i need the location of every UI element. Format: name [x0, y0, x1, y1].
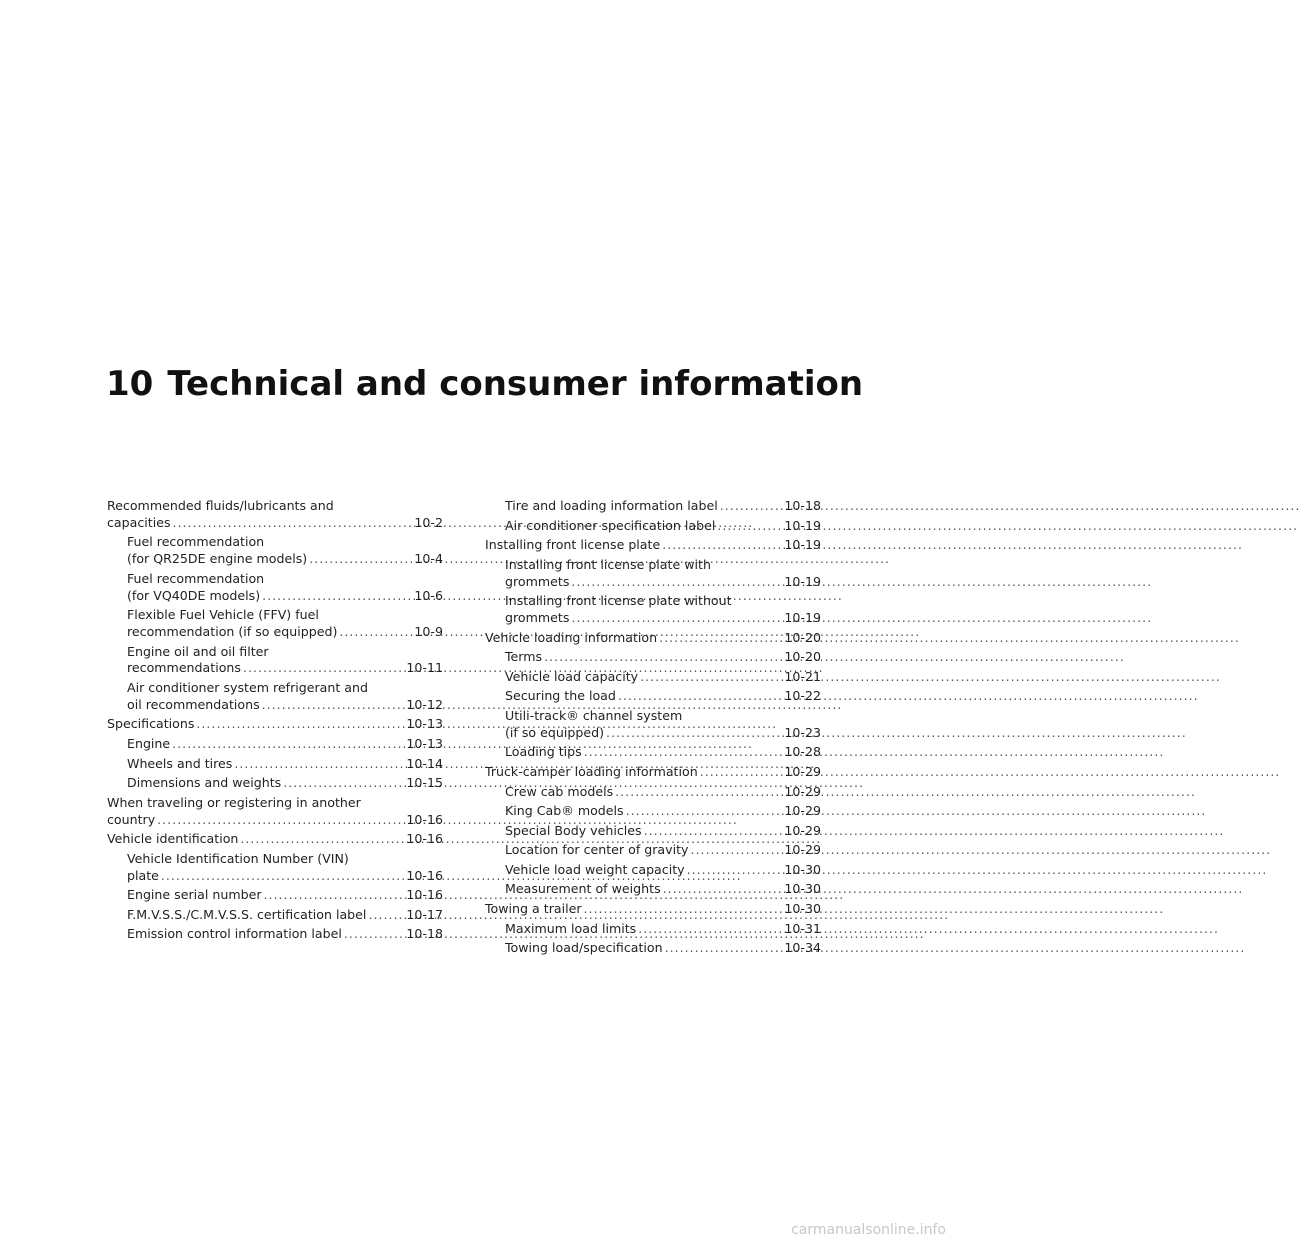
toc-entry-text: Terms — [505, 649, 543, 665]
toc-page-number: 10-28 — [784, 744, 821, 760]
toc-entry-row — [107, 812, 443, 829]
dot-leader — [717, 518, 782, 535]
toc-page-number: 10-16 — [406, 887, 443, 903]
toc-entry-row — [127, 588, 443, 605]
toc-page-number: 10-34 — [784, 940, 821, 956]
toc-entry-row — [505, 725, 821, 742]
dot-leader — [690, 842, 782, 859]
toc-entry-row — [127, 868, 443, 885]
toc-entry-row — [505, 842, 821, 859]
toc-entry-text: Engine — [127, 735, 171, 751]
toc-entry[interactable] — [107, 607, 443, 641]
toc-entry-row — [505, 921, 821, 938]
toc-entry-text: Location for center of gravity — [505, 842, 689, 858]
toc-entry[interactable] — [107, 795, 443, 829]
toc-entry-text: F.M.V.S.S./C.M.V.S.S. certification label — [127, 906, 367, 922]
toc-page-number: 10-29 — [784, 783, 821, 799]
toc-page-number: 10-18 — [406, 926, 443, 942]
toc-page-number: 10-17 — [406, 906, 443, 922]
dot-leader — [640, 669, 782, 686]
toc-entry-row — [127, 551, 443, 568]
dot-leader — [584, 744, 783, 761]
toc-entry[interactable] — [107, 644, 443, 678]
toc-entry[interactable] — [485, 823, 821, 840]
toc-entry-row — [505, 518, 821, 535]
toc-page-number: 10-20 — [784, 649, 821, 665]
dot-leader — [659, 630, 782, 647]
dot-leader — [615, 784, 782, 801]
toc-entry[interactable] — [107, 775, 443, 792]
toc-entry-row — [127, 926, 443, 943]
dot-leader — [309, 551, 412, 568]
toc-page-number: 10-13 — [406, 716, 443, 732]
dot-leader — [368, 907, 404, 924]
chapter-number: 10 — [106, 364, 154, 404]
dot-leader — [584, 901, 783, 918]
dot-leader — [243, 660, 404, 677]
toc-entry-text: Air conditioner specification label — [505, 517, 716, 533]
toc-entry[interactable] — [107, 680, 443, 714]
toc-entry-row — [127, 756, 443, 773]
toc-entry-row — [127, 660, 443, 677]
dot-leader — [687, 862, 783, 879]
toc-page-number: 10-29 — [784, 842, 821, 858]
toc-entry-row — [485, 537, 821, 554]
toc-entry[interactable] — [485, 764, 821, 781]
dot-leader — [161, 868, 404, 885]
dot-leader — [720, 498, 783, 515]
toc-entry-text: Securing the load — [505, 688, 616, 704]
toc-entry-row — [505, 498, 821, 515]
chapter-heading — [106, 356, 906, 412]
dot-leader — [644, 823, 783, 840]
toc-entry[interactable] — [107, 926, 443, 943]
toc-entry[interactable] — [107, 851, 443, 885]
toc-entry-text: Installing front license plate with — [505, 556, 711, 572]
toc-entry-text: Dimensions and weights — [127, 775, 282, 791]
toc-entry-row — [505, 688, 821, 705]
dot-leader — [173, 515, 413, 532]
toc-page-number: 10-9 — [414, 623, 443, 639]
toc-page-number: 10-11 — [406, 660, 443, 676]
toc-entry-row — [505, 862, 821, 879]
toc-entry-text: Fuel recommendation — [127, 570, 265, 586]
toc-entry[interactable] — [107, 887, 443, 904]
toc-entry[interactable] — [485, 593, 821, 627]
toc-page-number: 10-21 — [784, 668, 821, 684]
toc-entry-row — [505, 784, 821, 801]
toc-entry[interactable] — [485, 744, 821, 761]
toc-entry[interactable] — [485, 940, 821, 957]
toc-page-number: 10-6 — [414, 587, 443, 603]
toc-entry-text: Utili-track® channel system — [505, 707, 683, 723]
toc-page-number: 10-20 — [784, 629, 821, 645]
toc-entry-text: Vehicle Identification Number (VIN) — [127, 850, 349, 866]
toc-entry-text: Fuel recommendation — [127, 534, 265, 550]
toc-entry-text: Flexible Fuel Vehicle (FFV) fuel — [127, 607, 319, 623]
toc-entry-text: Crew cab models — [505, 783, 614, 799]
dot-leader — [662, 537, 782, 554]
toc-entry-text: Vehicle load capacity — [505, 668, 639, 684]
toc-entry[interactable] — [485, 498, 821, 515]
toc-entry[interactable] — [485, 921, 821, 938]
toc-entry[interactable] — [107, 571, 443, 605]
toc-entry-text: (if so equipped) — [505, 724, 604, 740]
toc-entry-text: Towing load/specification — [505, 940, 663, 956]
dot-leader — [344, 926, 405, 943]
toc-entry-text: Loading tips — [505, 744, 582, 760]
toc-entry-text: Engine serial number — [127, 887, 262, 903]
toc-entry-row — [505, 574, 821, 591]
toc-entry-text: plate — [127, 867, 159, 883]
toc-entry-text: grommets — [505, 573, 570, 589]
toc-page-number: 10-31 — [784, 920, 821, 936]
dot-leader — [571, 574, 782, 591]
toc-page-number: 10-19 — [784, 517, 821, 533]
toc-entry[interactable] — [485, 901, 821, 918]
toc-entry-text: recommendations — [127, 660, 241, 676]
toc-entry-row — [505, 649, 821, 666]
toc-entry[interactable] — [485, 708, 821, 742]
toc-entry-text: Vehicle load weight capacity — [505, 861, 685, 877]
toc-entry[interactable] — [107, 498, 443, 532]
toc-entry-text: Installing front license plate without — [505, 593, 732, 609]
toc-entry-row — [505, 803, 821, 820]
toc-entry-text: Towing a trailer — [485, 901, 582, 917]
toc-entry-text: Measurement of weights — [505, 881, 661, 897]
toc-page-number: 10-18 — [784, 498, 821, 513]
toc-entry-text: Specifications — [107, 716, 195, 732]
toc-entry-row — [505, 881, 821, 898]
toc-page-number: 10-30 — [784, 901, 821, 917]
dot-leader — [196, 716, 404, 733]
dot-leader — [638, 921, 782, 938]
toc-entry[interactable] — [107, 716, 443, 733]
dot-leader — [157, 812, 404, 829]
dot-leader — [571, 610, 782, 627]
toc-entry[interactable] — [485, 649, 821, 666]
dot-leader — [700, 764, 783, 781]
toc-entry[interactable] — [485, 842, 821, 859]
dot-leader — [618, 688, 783, 705]
toc-entry[interactable] — [107, 756, 443, 773]
toc-entry[interactable] — [485, 784, 821, 801]
toc-entry-row — [505, 940, 821, 957]
toc-page-number: 10-13 — [406, 735, 443, 751]
toc-page-number: 10-19 — [784, 573, 821, 589]
toc-entry[interactable] — [485, 862, 821, 879]
toc-page-number: 10-19 — [784, 609, 821, 625]
toc-entry[interactable] — [485, 537, 821, 554]
toc-page-number: 10-15 — [406, 775, 443, 791]
site-watermark: carmanualsonline.info — [791, 1222, 946, 1238]
dot-leader — [665, 940, 783, 957]
dot-leader — [606, 725, 782, 742]
toc-entry-text: (for VQ40DE models) — [127, 587, 261, 603]
toc-entry-row — [485, 630, 821, 647]
toc-entry-text: recommendation (if so equipped) — [127, 623, 338, 639]
toc-entry[interactable] — [107, 736, 443, 753]
toc-entry-row — [485, 764, 821, 781]
toc-page-number: 10-29 — [784, 822, 821, 838]
toc-entry-row — [107, 716, 443, 733]
chapter-title: Technical and consumer information — [167, 364, 864, 404]
toc-entry-row — [127, 624, 443, 641]
toc-entry-text: grommets — [505, 609, 570, 625]
toc-page-number: 10-30 — [784, 861, 821, 877]
toc-entry-text: country — [107, 811, 156, 827]
toc-entry[interactable] — [107, 534, 443, 568]
toc-entry-text: Vehicle loading information — [485, 629, 658, 645]
toc-entry-text: Air conditioner system refrigerant and — [127, 679, 368, 695]
toc-entry-text: Installing front license plate — [485, 537, 661, 553]
toc-entry-text: Engine oil and oil filter — [127, 643, 269, 659]
toc-entry-row — [505, 610, 821, 627]
toc-entry-row — [505, 823, 821, 840]
toc-entry-text: Recommended fluids/lubricants and — [107, 498, 334, 513]
toc-entry-text: Truck-camper loading information — [485, 763, 698, 779]
toc-entry[interactable] — [485, 557, 821, 591]
toc-entry-text: Maximum load limits — [505, 920, 637, 936]
dot-leader — [262, 588, 412, 605]
toc-entry[interactable] — [485, 518, 821, 535]
toc-entry-text: oil recommendations — [127, 696, 260, 712]
toc-page-number: 10-22 — [784, 688, 821, 704]
toc-page-number: 10-2 — [414, 514, 443, 530]
toc-entry[interactable] — [485, 688, 821, 705]
toc-entry-text: King Cab® models — [505, 803, 624, 819]
toc-entry-text: Tire and loading information label — [505, 498, 718, 513]
dot-leader — [264, 887, 405, 904]
toc-entry-row — [127, 697, 443, 714]
toc-entry-row — [505, 744, 821, 761]
toc-entry[interactable] — [107, 831, 443, 848]
dot-leader — [283, 775, 404, 792]
dot-leader — [234, 756, 404, 773]
toc-entry[interactable] — [485, 669, 821, 686]
toc-entry-row — [107, 515, 443, 532]
toc-page-number: 10-16 — [406, 867, 443, 883]
toc-entry-text: Vehicle identification — [107, 831, 239, 847]
toc-entry-row — [127, 907, 443, 924]
toc-entry-row — [127, 887, 443, 904]
toc-entry-row — [107, 831, 443, 848]
toc-page-number: 10-29 — [784, 803, 821, 819]
toc-entry-row — [127, 736, 443, 753]
toc-entry-text: (for QR25DE engine models) — [127, 551, 308, 567]
toc-entry-text: Emission control information label — [127, 926, 342, 942]
toc-entry[interactable] — [485, 803, 821, 820]
toc-page-number: 10-16 — [406, 811, 443, 827]
toc-entry[interactable] — [107, 907, 443, 924]
toc-left-column — [107, 498, 443, 946]
toc-entry-row — [127, 775, 443, 792]
toc-page-number: 10-29 — [784, 763, 821, 779]
toc-entry-text: Wheels and tires — [127, 755, 233, 771]
toc-entry-text: When traveling or registering in another — [107, 794, 361, 810]
dot-leader — [663, 881, 783, 898]
toc-page-number: 10-14 — [406, 755, 443, 771]
toc-page-number: 10-4 — [414, 551, 443, 567]
toc-entry-row — [485, 901, 821, 918]
dot-leader — [544, 649, 782, 666]
dot-leader — [262, 697, 405, 714]
toc-entry-text: capacities — [107, 514, 171, 530]
dot-leader — [240, 831, 404, 848]
dot-leader — [626, 803, 783, 820]
toc-page-number: 10-19 — [784, 537, 821, 553]
toc-entry-row — [505, 669, 821, 686]
toc-entry[interactable] — [485, 881, 821, 898]
toc-entry-text: Special Body vehicles — [505, 822, 642, 838]
dot-leader — [172, 736, 404, 753]
dot-leader — [339, 624, 412, 641]
toc-page-number: 10-23 — [784, 724, 821, 740]
toc-page-number: 10-30 — [784, 881, 821, 897]
toc-page-number: 10-12 — [406, 696, 443, 712]
toc-page-number: 10-16 — [406, 831, 443, 847]
toc-entry[interactable] — [485, 630, 821, 647]
toc-right-column — [485, 498, 821, 960]
